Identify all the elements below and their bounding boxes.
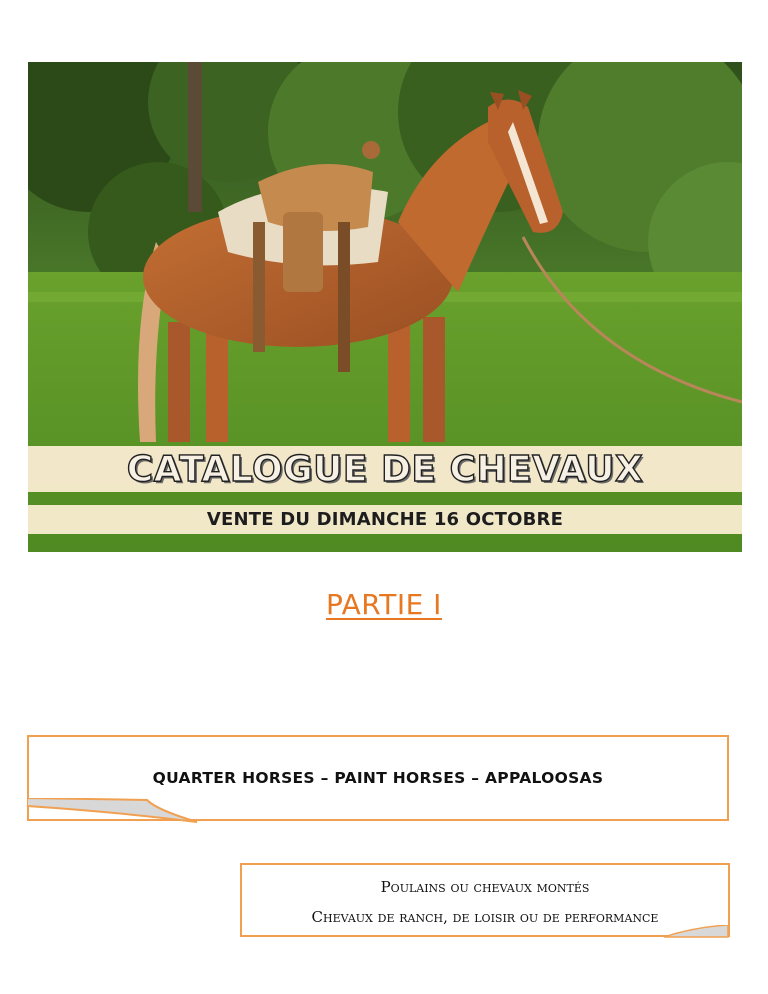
info-box [240,863,730,937]
cover-photo [28,62,742,552]
catalog-title: CATALOGUE DE CHEVAUX [126,448,644,490]
page-curl-decoration [27,798,207,824]
subtitle-band [28,505,742,534]
info-line-foals: Poulains ou chevaux montés [380,878,590,896]
sale-date-subtitle: VENTE DU DIMANCHE 16 OCTOBRE [206,509,564,530]
breeds-text: QUARTER HORSES – PAINT HORSES – APPALOOSAS [152,769,604,787]
section-heading: PARTIE I [326,588,442,621]
title-band [28,446,742,492]
info-line-disciplines: Chevaux de ranch, de loisir ou de performance [311,908,659,926]
page-curl-decoration [664,925,730,939]
